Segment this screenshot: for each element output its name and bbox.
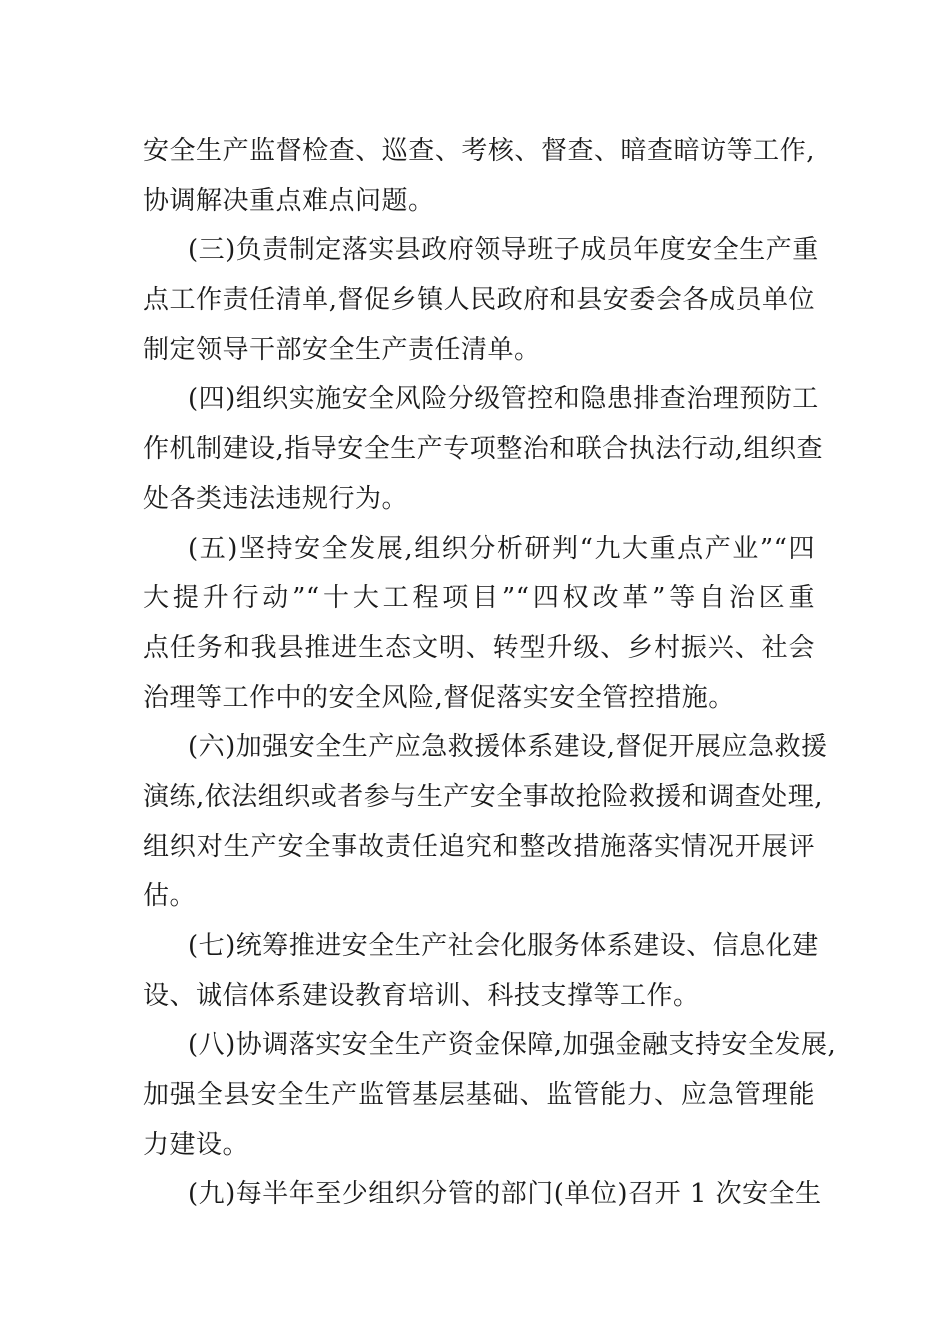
paragraph-start-line: (四)组织实施安全风险分级管控和隐患排查治理预防工 [188,384,819,415]
text-line: 安全生产监督检查、巡查、考核、督查、暗查暗访等工作, [143,136,815,166]
text-line: 演练,依法组织或者参与生产安全事故抢险救援和调查处理, [143,781,824,812]
text-line: 作机制建设,指导安全生产专项整治和联合执法行动,组织查 [143,434,824,465]
paragraph-start-line: (五)坚持安全发展,组织分析研判“九大重点产业”“四 [188,533,815,564]
text-line: 处各类违法违规行为。 [143,483,409,514]
text-line: 力建设。 [143,1129,250,1160]
paragraph-start-line: (六)加强安全生产应急救援体系建设,督促开展应急救援 [188,732,828,763]
text-line: 治理等工作中的安全风险,督促落实安全管控措施。 [143,682,735,713]
text-line: 协调解决重点难点问题。 [143,185,435,216]
paragraph-start-line: (九)每半年至少组织分管的部门(单位)召开 1 次安全生 [188,1179,822,1210]
paragraph-start-line: (七)统筹推进安全生产社会化服务体系建设、信息化建 [188,931,819,961]
paragraph-start-line: (三)负责制定落实县政府领导班子成员年度安全生产重 [188,235,819,266]
text-line: 大提升行动”“十大工程项目”“四权改革”等自治区重 [143,583,815,614]
paragraph-start-line: (八)协调落实安全生产资金保障,加强金融支持安全发展, [188,1030,837,1061]
text-line: 估。 [143,881,197,912]
text-line: 点工作责任清单,督促乡镇人民政府和县安委会各成员单位 [143,285,815,316]
text-line: 点任务和我县推进生态文明、转型升级、乡村振兴、社会 [143,632,815,663]
text-line: 制定领导干部安全生产责任清单。 [143,334,541,365]
document-body [143,127,837,1220]
text-line: 加强全县安全生产监管基层基础、监管能力、应急管理能 [143,1080,815,1111]
text-line: 设、诚信体系建设教育培训、科技支撑等工作。 [143,980,700,1011]
text-line: 组织对生产安全事故责任追究和整改措施落实情况开展评 [143,831,815,862]
